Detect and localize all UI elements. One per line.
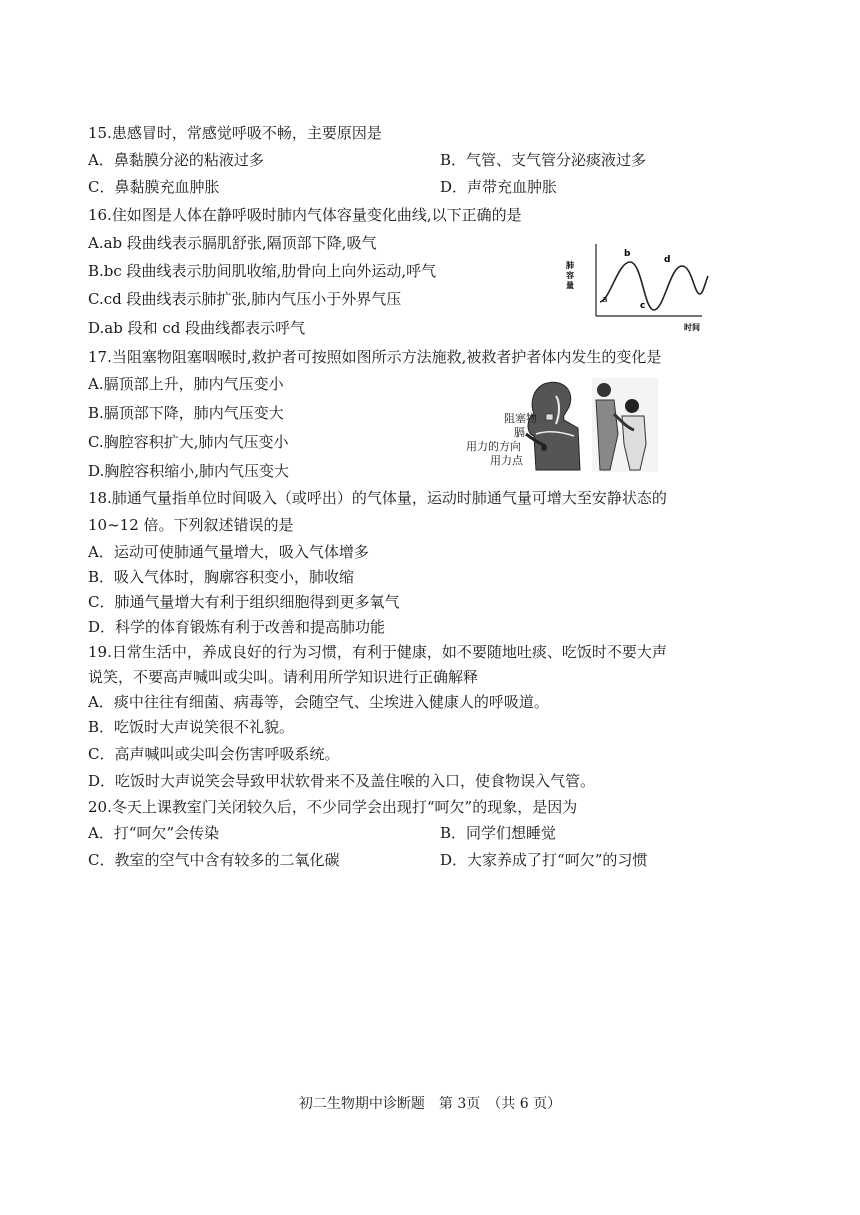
figure-16-label-c: c xyxy=(640,301,646,311)
figure-17-label-force-point: 用力点 xyxy=(490,454,523,467)
question-16-option-c: C.cd 段曲线表示肺扩张,肺内气压小于外界气压 xyxy=(88,290,402,308)
question-18-option-a: A．运动可使肺通气量增大，吸入气体增多 xyxy=(88,543,369,561)
question-20-option-b: B．同学们想睡觉 xyxy=(440,824,557,842)
question-16-option-b: B.bc 段曲线表示肋间肌收缩,肋骨向上向外运动,呼气 xyxy=(88,262,437,280)
question-20-option-c: C．教室的空气中含有较多的二氧化碳 xyxy=(88,851,340,869)
figure-16-ylabel-1: 肺 xyxy=(566,261,574,270)
question-16-option-a: A.ab 段曲线表示膈肌舒张,隔顶部下降,吸气 xyxy=(88,234,377,252)
question-18-stem-line-1: 18.肺通气量指单位时间吸入（或呼出）的气体量，运动时肺通气量可增大至安静状态的 xyxy=(88,489,667,507)
question-17-option-b: B.膈顶部下降，肺内气压变大 xyxy=(88,404,284,422)
figure-17-label-obstruction: 阻塞物 xyxy=(504,412,537,425)
figure-17-obstruction xyxy=(546,414,553,420)
question-15-option-d: D．声带充血肿胀 xyxy=(440,178,558,196)
figure-17-patient-silhouette xyxy=(528,382,580,470)
question-19-option-a: A．痰中往往有细菌、病毒等，会随空气、尘埃进入健康人的呼吸道。 xyxy=(88,693,549,711)
question-16-stem: 16.住如图是人体在静呼吸时肺内气体容量变化曲线,以下正确的是 xyxy=(88,206,522,224)
figure-17-label-force-direction: 用力的方向 xyxy=(466,440,521,453)
question-20-option-a: A．打“呵欠”会传染 xyxy=(88,824,220,842)
figure-17-rescuer-head xyxy=(597,383,611,397)
question-15-option-b: B．气管、支气管分泌痰液过多 xyxy=(440,151,647,169)
question-17-option-d: D.胸腔容积缩小,肺内气压变大 xyxy=(88,462,290,480)
question-19-stem-line-1: 19.日常生活中，养成良好的行为习惯，有利于健康，如不要随地吐痰、吃饭时不要大声 xyxy=(88,643,667,661)
lung-volume-figure xyxy=(560,240,720,332)
figure-16-ylabel-3: 量 xyxy=(566,281,574,290)
figure-16-label-a: a xyxy=(602,295,608,305)
question-17-stem: 17.当阻塞物阻塞咽喉时,救护者可按照如图所示方法施救,被救者护者体内发生的变化是 xyxy=(88,348,662,366)
question-15-stem: 15.患感冒时，常感觉呼吸不畅，主要原因是 xyxy=(88,124,382,142)
question-16-option-d: D.ab 段和 cd 段曲线都表示呼气 xyxy=(88,319,306,337)
question-18-stem-line-2: 10~12 倍。下列叙述错误的是 xyxy=(88,516,294,534)
question-17-option-c: C.胸腔容积扩大,肺内气压变小 xyxy=(88,433,289,451)
page-footer: 初二生物期中诊断题 第 3页 （共 6 页） xyxy=(298,1096,562,1112)
figure-17-victim-head xyxy=(625,399,639,413)
figure-16-xlabel: 时间 xyxy=(684,323,700,332)
question-18-option-b: B．吸入气体时，胸廓容积变小，肺收缩 xyxy=(88,568,355,586)
question-20-stem: 20.冬天上课教室门关闭较久后，不少同学会出现打“呵欠”的现象，是因为 xyxy=(88,798,578,816)
question-15-option-a: A．鼻黏膜分泌的粘液过多 xyxy=(88,151,264,169)
question-20-option-d: D．大家养成了打“呵欠”的习惯 xyxy=(440,851,648,869)
question-19-stem-line-2: 说笑，不要高声喊叫或尖叫。请利用所学知识进行正确解释 xyxy=(88,668,479,686)
figure-17-force-point xyxy=(541,445,547,451)
figure-17-label-diaphragm: 膈 xyxy=(514,426,525,439)
question-19-option-c: C．高声喊叫或尖叫会伤害呼吸系统。 xyxy=(88,745,340,763)
question-19-option-b: B．吃饭时大声说笑很不礼貌。 xyxy=(88,718,295,736)
question-18-option-d: D．科学的体育锻炼有利于改善和提高肺功能 xyxy=(88,618,386,636)
question-15-option-c: C．鼻黏膜充血肿胀 xyxy=(88,178,220,196)
question-17-option-a: A.膈顶部上升，肺内气压变小 xyxy=(88,375,284,393)
question-18-option-c: C．肺通气量增大有利于组织细胞得到更多氧气 xyxy=(88,593,400,611)
figure-16-curve xyxy=(600,262,708,310)
figure-16-label-d: d xyxy=(664,255,671,265)
figure-16-ylabel-2: 容 xyxy=(566,271,574,280)
question-19-option-d: D．吃饭时大声说笑会导致甲状软骨来不及盖住喉的入口，使食物误入气管。 xyxy=(88,772,596,790)
figure-16-label-b: b xyxy=(624,249,631,259)
